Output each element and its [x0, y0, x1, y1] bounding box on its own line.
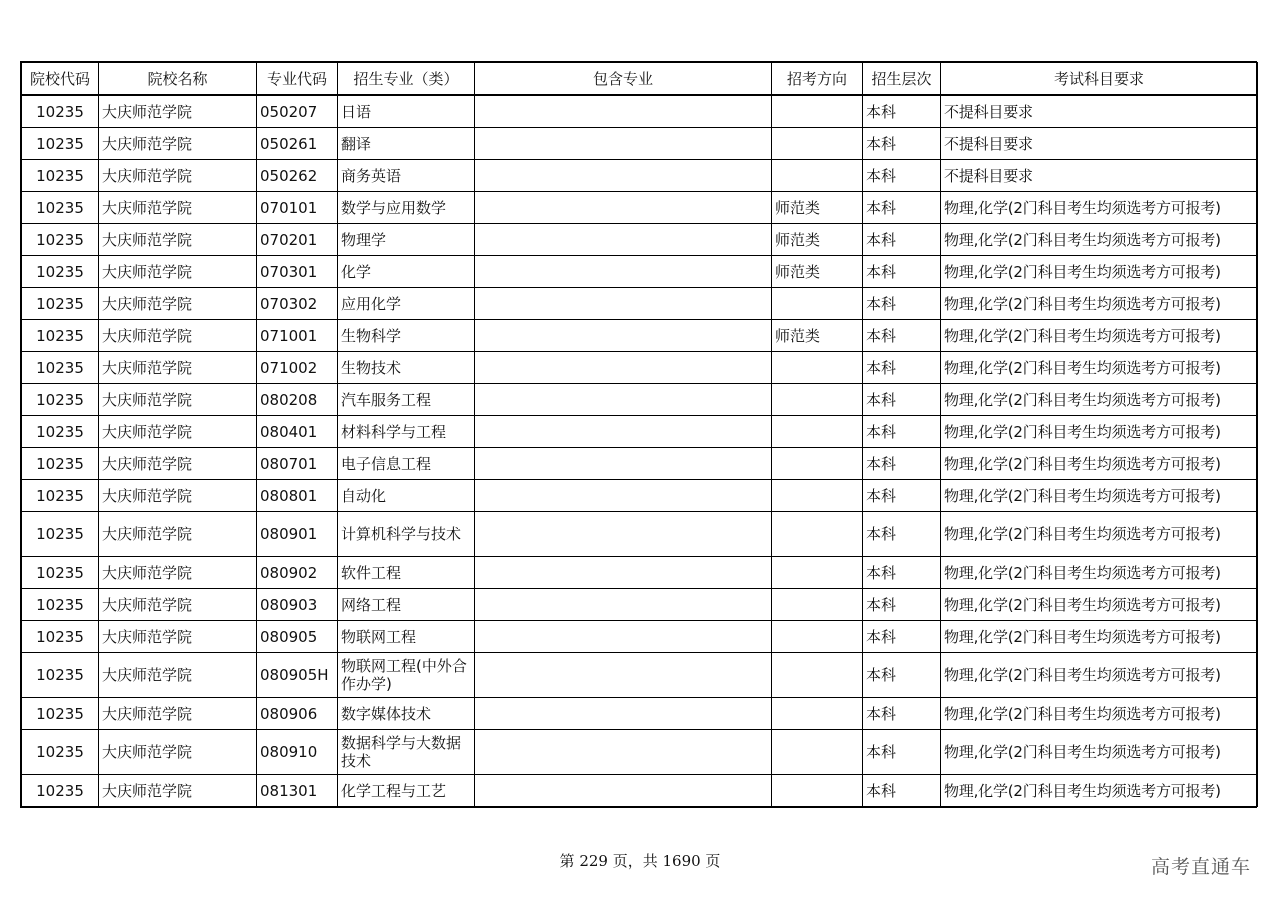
- cell-included-majors: [475, 288, 772, 320]
- cell-exam-requirement: 物理,化学(2门科目考生均须选考方可报考): [941, 557, 1258, 589]
- cell-major-code: 050262: [257, 160, 338, 192]
- cell-major-code: 080910: [257, 730, 338, 775]
- cell-exam-requirement: 物理,化学(2门科目考生均须选考方可报考): [941, 698, 1258, 730]
- cell-level: 本科: [863, 775, 941, 807]
- table-row: [22, 653, 1258, 698]
- cell-exam-requirement: 物理,化学(2门科目考生均须选考方可报考): [941, 224, 1258, 256]
- cell-major-code: 070101: [257, 192, 338, 224]
- cell-school-code: 10235: [22, 416, 99, 448]
- cell-school-name: 大庆师范学院: [99, 448, 257, 480]
- cell-exam-requirement: 不提科目要求: [941, 128, 1258, 160]
- cell-major-code: 071002: [257, 352, 338, 384]
- table-body: [22, 95, 1258, 807]
- cell-school-name: 大庆师范学院: [99, 698, 257, 730]
- cell-direction: [772, 653, 863, 698]
- cell-major: 生物科学: [338, 320, 475, 352]
- cell-major: 物联网工程(中外合作办学): [338, 653, 475, 698]
- table-row: [22, 730, 1258, 775]
- cell-school-name: 大庆师范学院: [99, 192, 257, 224]
- cell-included-majors: [475, 698, 772, 730]
- cell-exam-requirement: 物理,化学(2门科目考生均须选考方可报考): [941, 775, 1258, 807]
- table-row: [22, 192, 1258, 224]
- cell-school-code: 10235: [22, 224, 99, 256]
- cell-major: 软件工程: [338, 557, 475, 589]
- cell-direction: [772, 698, 863, 730]
- table-row: [22, 448, 1258, 480]
- cell-included-majors: [475, 730, 772, 775]
- cell-major: 电子信息工程: [338, 448, 475, 480]
- table-row: [22, 621, 1258, 653]
- cell-exam-requirement: 不提科目要求: [941, 95, 1258, 128]
- cell-direction: [772, 621, 863, 653]
- cell-included-majors: [475, 480, 772, 512]
- cell-school-code: 10235: [22, 160, 99, 192]
- cell-major: 翻译: [338, 128, 475, 160]
- header-school-code: 院校代码: [22, 63, 99, 96]
- table-row: [22, 224, 1258, 256]
- cell-major: 数学与应用数学: [338, 192, 475, 224]
- cell-major: 应用化学: [338, 288, 475, 320]
- cell-school-code: 10235: [22, 320, 99, 352]
- cell-exam-requirement: 物理,化学(2门科目考生均须选考方可报考): [941, 256, 1258, 288]
- cell-school-code: 10235: [22, 192, 99, 224]
- table-row: [22, 288, 1258, 320]
- cell-school-code: 10235: [22, 589, 99, 621]
- cell-school-code: 10235: [22, 256, 99, 288]
- cell-level: 本科: [863, 480, 941, 512]
- cell-included-majors: [475, 224, 772, 256]
- cell-included-majors: [475, 589, 772, 621]
- cell-school-code: 10235: [22, 698, 99, 730]
- cell-level: 本科: [863, 448, 941, 480]
- table-row: [22, 698, 1258, 730]
- cell-school-name: 大庆师范学院: [99, 288, 257, 320]
- cell-exam-requirement: 物理,化学(2门科目考生均须选考方可报考): [941, 448, 1258, 480]
- cell-school-code: 10235: [22, 128, 99, 160]
- cell-school-name: 大庆师范学院: [99, 589, 257, 621]
- cell-school-code: 10235: [22, 621, 99, 653]
- cell-major-code: 070201: [257, 224, 338, 256]
- cell-major-code: 080901: [257, 512, 338, 557]
- cell-level: 本科: [863, 512, 941, 557]
- cell-exam-requirement: 物理,化学(2门科目考生均须选考方可报考): [941, 320, 1258, 352]
- table-row: [22, 775, 1258, 807]
- cell-direction: [772, 730, 863, 775]
- cell-direction: [772, 352, 863, 384]
- cell-exam-requirement: 物理,化学(2门科目考生均须选考方可报考): [941, 416, 1258, 448]
- cell-major-code: 050261: [257, 128, 338, 160]
- cell-school-code: 10235: [22, 557, 99, 589]
- cell-major-code: 070302: [257, 288, 338, 320]
- cell-exam-requirement: 物理,化学(2门科目考生均须选考方可报考): [941, 480, 1258, 512]
- cell-major-code: 081301: [257, 775, 338, 807]
- table-row: [22, 512, 1258, 557]
- cell-major: 网络工程: [338, 589, 475, 621]
- majors-table-container: [20, 61, 1257, 808]
- cell-school-name: 大庆师范学院: [99, 224, 257, 256]
- cell-school-code: 10235: [22, 512, 99, 557]
- cell-level: 本科: [863, 95, 941, 128]
- cell-direction: [772, 128, 863, 160]
- header-level: 招生层次: [863, 63, 941, 96]
- cell-school-name: 大庆师范学院: [99, 95, 257, 128]
- cell-direction: [772, 448, 863, 480]
- cell-major-code: 080801: [257, 480, 338, 512]
- cell-school-name: 大庆师范学院: [99, 730, 257, 775]
- cell-school-code: 10235: [22, 480, 99, 512]
- cell-included-majors: [475, 352, 772, 384]
- cell-level: 本科: [863, 160, 941, 192]
- table-row: [22, 384, 1258, 416]
- cell-major-code: 070301: [257, 256, 338, 288]
- table-row: [22, 320, 1258, 352]
- cell-direction: [772, 288, 863, 320]
- cell-included-majors: [475, 512, 772, 557]
- table-row: [22, 589, 1258, 621]
- header-exam-requirement: 考试科目要求: [941, 63, 1258, 96]
- cell-included-majors: [475, 448, 772, 480]
- cell-major: 汽车服务工程: [338, 384, 475, 416]
- cell-included-majors: [475, 95, 772, 128]
- cell-major-code: 080902: [257, 557, 338, 589]
- table-header-row: [22, 63, 1258, 96]
- cell-included-majors: [475, 256, 772, 288]
- cell-school-name: 大庆师范学院: [99, 557, 257, 589]
- cell-exam-requirement: 不提科目要求: [941, 160, 1258, 192]
- cell-included-majors: [475, 320, 772, 352]
- cell-level: 本科: [863, 288, 941, 320]
- cell-major: 化学工程与工艺: [338, 775, 475, 807]
- header-included-majors: 包含专业: [475, 63, 772, 96]
- cell-major: 日语: [338, 95, 475, 128]
- cell-school-name: 大庆师范学院: [99, 256, 257, 288]
- cell-major: 商务英语: [338, 160, 475, 192]
- cell-direction: [772, 557, 863, 589]
- cell-level: 本科: [863, 256, 941, 288]
- cell-major: 数字媒体技术: [338, 698, 475, 730]
- table-row: [22, 557, 1258, 589]
- cell-exam-requirement: 物理,化学(2门科目考生均须选考方可报考): [941, 352, 1258, 384]
- cell-school-name: 大庆师范学院: [99, 320, 257, 352]
- cell-school-code: 10235: [22, 448, 99, 480]
- table-row: [22, 352, 1258, 384]
- header-direction: 招考方向: [772, 63, 863, 96]
- cell-level: 本科: [863, 224, 941, 256]
- cell-school-name: 大庆师范学院: [99, 480, 257, 512]
- cell-school-code: 10235: [22, 352, 99, 384]
- cell-level: 本科: [863, 589, 941, 621]
- cell-major: 自动化: [338, 480, 475, 512]
- cell-exam-requirement: 物理,化学(2门科目考生均须选考方可报考): [941, 512, 1258, 557]
- table-row: [22, 480, 1258, 512]
- cell-direction: [772, 160, 863, 192]
- cell-included-majors: [475, 384, 772, 416]
- cell-school-name: 大庆师范学院: [99, 352, 257, 384]
- table-row: [22, 128, 1258, 160]
- cell-level: 本科: [863, 192, 941, 224]
- cell-major-code: 080401: [257, 416, 338, 448]
- cell-major: 数据科学与大数据技术: [338, 730, 475, 775]
- cell-school-name: 大庆师范学院: [99, 512, 257, 557]
- cell-exam-requirement: 物理,化学(2门科目考生均须选考方可报考): [941, 384, 1258, 416]
- header-school-name: 院校名称: [99, 63, 257, 96]
- cell-school-name: 大庆师范学院: [99, 653, 257, 698]
- cell-school-code: 10235: [22, 95, 99, 128]
- cell-level: 本科: [863, 384, 941, 416]
- cell-level: 本科: [863, 698, 941, 730]
- cell-school-name: 大庆师范学院: [99, 621, 257, 653]
- table-row: [22, 95, 1258, 128]
- cell-direction: [772, 95, 863, 128]
- cell-level: 本科: [863, 320, 941, 352]
- header-major: 招生专业（类）: [338, 63, 475, 96]
- cell-school-name: 大庆师范学院: [99, 384, 257, 416]
- cell-major: 物联网工程: [338, 621, 475, 653]
- cell-school-code: 10235: [22, 775, 99, 807]
- cell-major-code: 080701: [257, 448, 338, 480]
- cell-direction: [772, 480, 863, 512]
- cell-major-code: 080905H: [257, 653, 338, 698]
- cell-school-name: 大庆师范学院: [99, 128, 257, 160]
- cell-exam-requirement: 物理,化学(2门科目考生均须选考方可报考): [941, 653, 1258, 698]
- cell-included-majors: [475, 653, 772, 698]
- cell-major: 物理学: [338, 224, 475, 256]
- cell-exam-requirement: 物理,化学(2门科目考生均须选考方可报考): [941, 192, 1258, 224]
- cell-exam-requirement: 物理,化学(2门科目考生均须选考方可报考): [941, 589, 1258, 621]
- cell-school-code: 10235: [22, 288, 99, 320]
- cell-direction: [772, 384, 863, 416]
- table-row: [22, 160, 1258, 192]
- page-number: 第 229 页，共 1690 页: [559, 852, 721, 870]
- majors-table: [21, 62, 1258, 807]
- cell-included-majors: [475, 621, 772, 653]
- cell-exam-requirement: 物理,化学(2门科目考生均须选考方可报考): [941, 730, 1258, 775]
- cell-level: 本科: [863, 653, 941, 698]
- cell-level: 本科: [863, 557, 941, 589]
- cell-direction: 师范类: [772, 256, 863, 288]
- cell-direction: [772, 512, 863, 557]
- cell-direction: 师范类: [772, 320, 863, 352]
- cell-school-name: 大庆师范学院: [99, 416, 257, 448]
- cell-level: 本科: [863, 352, 941, 384]
- cell-major-code: 080905: [257, 621, 338, 653]
- cell-major-code: 050207: [257, 95, 338, 128]
- cell-included-majors: [475, 557, 772, 589]
- cell-major-code: 071001: [257, 320, 338, 352]
- cell-major: 计算机科学与技术: [338, 512, 475, 557]
- cell-school-code: 10235: [22, 384, 99, 416]
- cell-included-majors: [475, 128, 772, 160]
- cell-school-name: 大庆师范学院: [99, 160, 257, 192]
- cell-major-code: 080903: [257, 589, 338, 621]
- cell-direction: [772, 775, 863, 807]
- cell-included-majors: [475, 416, 772, 448]
- cell-level: 本科: [863, 128, 941, 160]
- cell-school-code: 10235: [22, 730, 99, 775]
- cell-school-name: 大庆师范学院: [99, 775, 257, 807]
- cell-school-code: 10235: [22, 653, 99, 698]
- header-major-code: 专业代码: [257, 63, 338, 96]
- table-row: [22, 256, 1258, 288]
- watermark: 高考直通车: [1150, 856, 1251, 878]
- cell-level: 本科: [863, 730, 941, 775]
- cell-direction: 师范类: [772, 224, 863, 256]
- cell-level: 本科: [863, 621, 941, 653]
- table-row: [22, 416, 1258, 448]
- cell-exam-requirement: 物理,化学(2门科目考生均须选考方可报考): [941, 288, 1258, 320]
- cell-exam-requirement: 物理,化学(2门科目考生均须选考方可报考): [941, 621, 1258, 653]
- cell-major: 生物技术: [338, 352, 475, 384]
- cell-level: 本科: [863, 416, 941, 448]
- cell-direction: [772, 589, 863, 621]
- cell-direction: [772, 416, 863, 448]
- cell-major-code: 080906: [257, 698, 338, 730]
- cell-major-code: 080208: [257, 384, 338, 416]
- cell-included-majors: [475, 775, 772, 807]
- cell-included-majors: [475, 192, 772, 224]
- cell-included-majors: [475, 160, 772, 192]
- cell-direction: 师范类: [772, 192, 863, 224]
- cell-major: 化学: [338, 256, 475, 288]
- cell-major: 材料科学与工程: [338, 416, 475, 448]
